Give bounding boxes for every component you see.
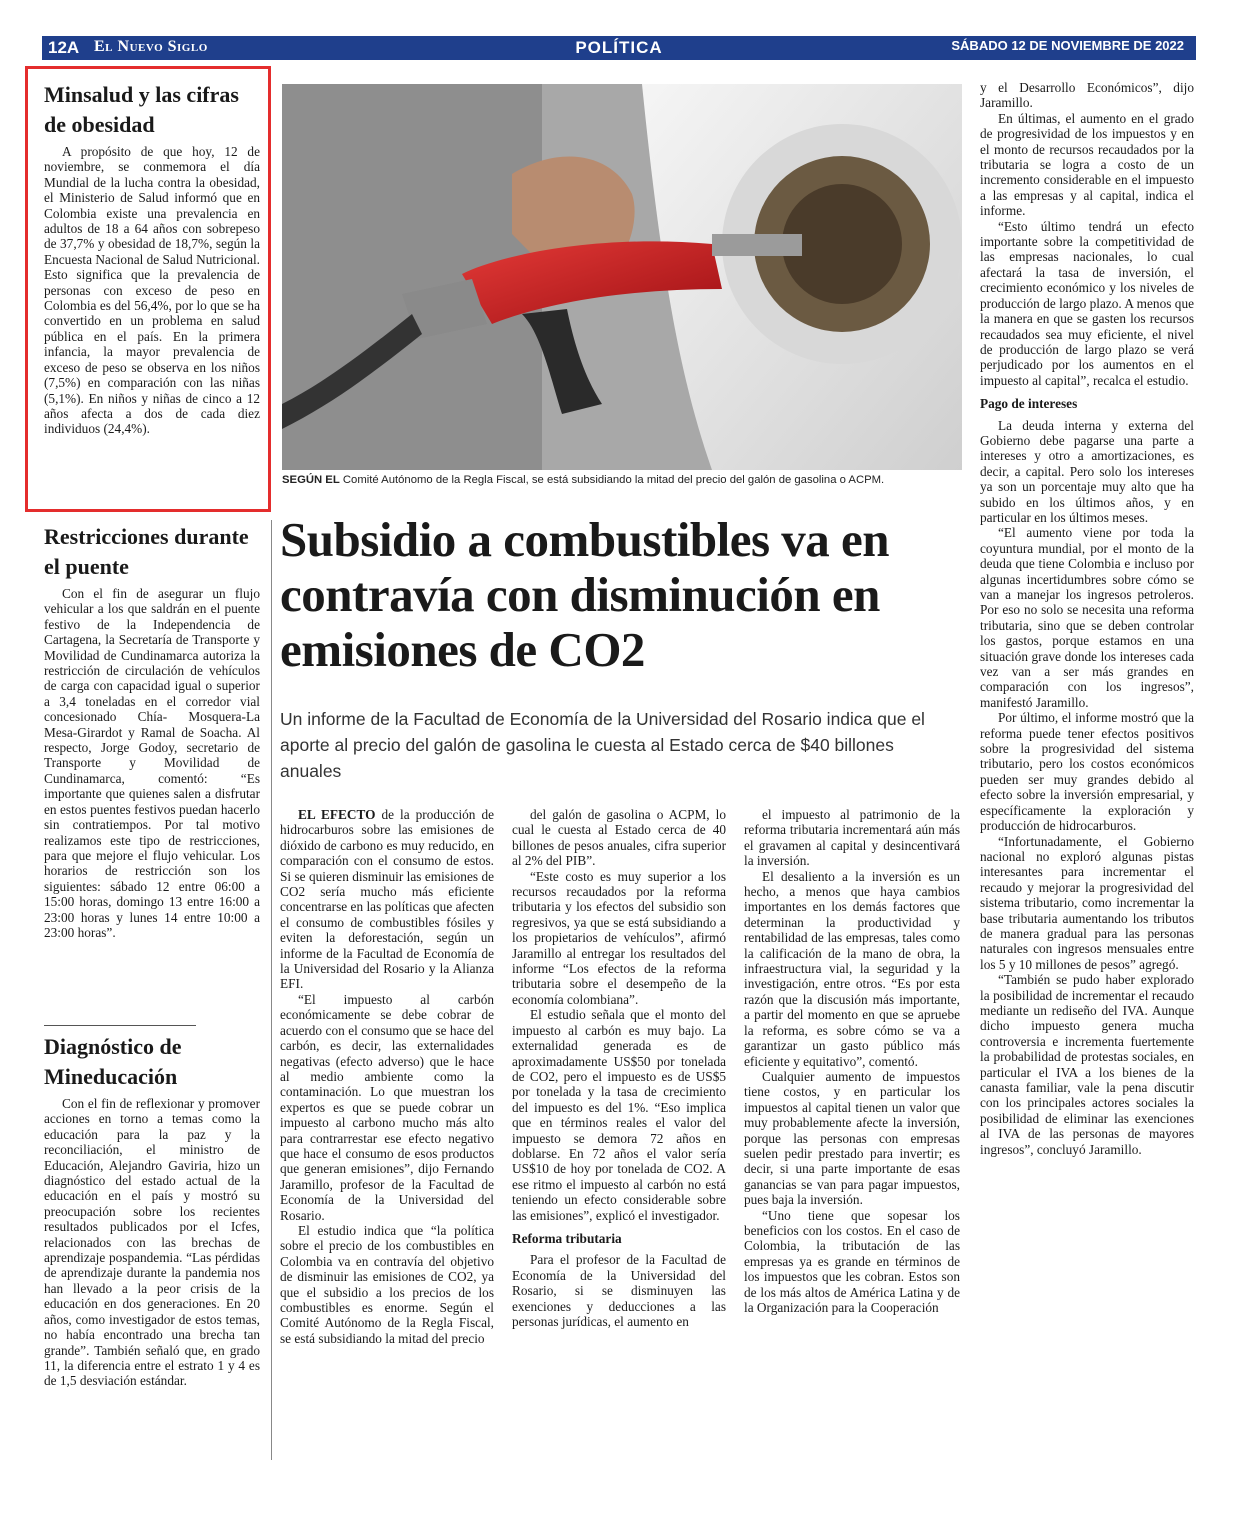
caption-lead: SEGÚN EL [282,474,340,486]
sidebar-education [44,1032,260,1389]
issue-date: SÁBADO 12 DE NOVIEMBRE DE 2022 [951,38,1184,53]
article-deck: Un informe de la Facultad de Economía de la Universidad del Rosario indica que el aporte al precio del galón de gasolina le cuesta al Estado cerca de $40 billones anuales [280,709,925,781]
paragraph: del galón de gasolina o ACPM, lo cual le cuesta al Estado cerca de 40 billones de pesos anuales, cifra superior al 2% del PIB”. [512,807,726,869]
sidebar-obesity-title: Minsalud y las cifras de obesidad [44,82,239,137]
paragraph: “Uno tiene que sopesar los beneficios con los costos. En el caso de Colombia, la tributación de las empresas ya es grande en términos de los impuestos que les cobran. Estos son de los más altos de América Latina y de la Organización para la Cooperación [744,1207,960,1315]
paragraph: Cualquier aumento de impuestos tiene costos, y en particular los impuestos al capital tienen un valor que muy probablemente afecte la inversión, porque las personas con empresas suelen pedir prestado para invertir; es decir, si una parte importante de esas ganancias se van para pagar impuestos, pues baja la inversión. [744,1068,960,1208]
sidebar-obesity [44,80,260,437]
paragraph: Para el profesor de la Facultad de Economía de la Universidad del Rosario, si se disminuyen las exenciones y deducciones a las personas jurídicas, el aumento en [512,1252,726,1329]
paragraph: El estudio señala que el monto del impuesto al carbón es muy bajo. La externalidad generada es de aproximadamente US$50 por tonelada de CO2, pero el impuesto es de US$5 por tonelada y la tasa de crecimiento del impuesto es del 1%. “Eso implica que en términos reales el valor del impuesto se demora 72 años en doblarse. En 72 años el valor sería US$10 de hoy por tonelada de CO2. A ese ritmo el impuesto al carbón no está teniendo un efecto considerable sobre las emisiones”, explicó el investigador. [512,1007,726,1223]
paragraph [280,807,494,992]
article-column-2 [512,807,726,1329]
paragraph: y el Desarrollo Económicos”, dijo Jaramillo. [980,80,1194,111]
paragraph: En últimas, el aumento en el grado de progresividad de los impuestos y en el monto de recursos recaudados por la tributaria se logra a costo de un incremento considerable en el impuesto a las empresas y al capital, indica el informe. [980,110,1194,219]
sidebar-restrictions-title: Restricciones durante el puente [44,524,249,579]
photo-caption [282,474,962,486]
article-headline: Subsidio a combustibles va en contravía con disminución en emisiones de CO2 [280,512,890,677]
fuel-nozzle-illustration [282,84,962,470]
paragraph: El desaliento a la inversión es un hecho, a menos que haya cambios importantes en los demás factores que determinan la productividad y rentabilidad de las empresas, tales como la calificación de la mano de obra, la infraestructura vial, la seguridad y la investigación, entre otros. “Es por esta razón que la discusión más importante, a partir del momento en que se apruebe la reforma, es sobre cómo se va a garantizar un gasto público más eficiente y equitativo”, comentó. [744,868,960,1069]
sidebar-divider [44,1025,196,1026]
paragraph: La deuda interna y externa del Gobierno debe pagarse una parte a intereses y otro a amortizaciones, es decir, a capital. Pero solo los intereses ya son un porcentaje muy alto que ha subido en los últimos años, y en particular en los últimos meses. [980,417,1194,525]
paragraph: “Esto último tendrá un efecto importante sobre la competitividad de las empresas nacionales, lo cual afectará la tasa de inversión, el crecimiento económico y los niveles de producción de largo plazo. A menos que la manera en que se gasten los recursos recaudados sea muy eficiente, el nivel de producción de largo plazo se verá perjudicado por los aumentos en el impuesto al capital”, recalca el estudio. [980,218,1194,388]
article-column-1 [280,807,494,1346]
article-lead: EL EFECTO [298,807,376,822]
sidebar-education-title: Diagnóstico de Mineducación [44,1034,182,1089]
sidebar-restrictions [44,522,260,940]
newspaper-name: El Nuevo Siglo [94,38,208,55]
fuel-nozzle-photo [282,84,962,470]
article-column-4 [980,80,1194,1157]
paragraph-text: de la producción de hidrocarburos sobre las emisiones de dióxido de carbono es muy reducido, en comparación con el consumo de estos. Si se quieren disminuir las emisiones de CO2 sería mucho más eficiente concentrarse en las políticas que afecten el consumo de combustibles fósiles y eviten la deforestación, según un informe de la Facultad de Economía de la Universidad del Rosario y la Alianza EFI. [280,807,495,992]
page-header [42,36,1196,60]
sidebar-education-body: Con el fin de reflexionar y promover acciones en torno a temas como la educación para la paz y la reconciliación, el ministro de Educación, Alejandro Gaviria, hizo un diagnóstico del estado actual de la educación en el país y mostró su preocupación sobre los recientes resultados publicados por el Icfes, relacionados con las brechas de aprendizaje pospandemia. “Las pérdidas de aprendizaje durante la pandemia nos han llevado a la peor crisis de la educación en dos generaciones. En 20 años, como investigador de estos temas, no había encontrado una brecha tan grande”. También señaló que, en grado 11, la diferencia entre el estrato 1 y 4 es de 1,5 desviación estándar. [44,1096,260,1389]
sidebar-obesity-body: A propósito de que hoy, 12 de noviembre, se conmemora el día Mundial de la lucha contra la obesidad, el Ministerio de Salud informó que en Colombia existe una prevalencia en adultos de 18 a 64 años con sobrepeso de 37,7% y obesidad de 18,7%, según la Encuesta Nacional de Salud Nutricional. Esto significa que la prevalencia de personas con exceso de peso en Colombia es del 56,4%, por lo que se ha convertido en un problema en salud pública en el país. En la primera infancia, la mayor prevalencia de exceso de peso se observa en los niños (7,5%) en comparación con las niñas (5,1%). En niños y niñas de cinco a 12 años afecta a dos de cada diez individuos (24,4%). [44,144,261,437]
paragraph: “También se pudo haber explorado la posibilidad de incrementar el recaudo mediante un rediseño del IVA. Aunque dicho impuesto genera mucha controversia e incrementa fuertemente la probabilidad de protestas sociales, en particular el IVA a los bienes de la canasta familiar, vale la pena discutir con los principales actores sociales la posibilidad de eliminar las exenciones al IVA de las personas de mayores ingresos”, concluyó Jaramillo. [980,972,1194,1157]
section-title: POLÍTICA [575,38,663,57]
paragraph: “El aumento viene por toda la coyuntura mundial, por el monto de la deuda que tiene Colombia e incluso por algunas incertidumbres sobre cómo se van a manejar los ingresos petroleros. Por eso no solo se necesita una reforma tributaria, sino que se deben controlar los gastos, porque estamos en una situación grave donde los intereses cada vez van a ser más grandes en comparación con los ingresos”, manifestó Jaramillo. [980,525,1194,710]
paragraph: Por último, el informe mostró que la reforma puede tener efectos positivos sobre la progresividad del sistema tributario, pero los costos económicos pueden ser muy grandes debido al efecto sobre la inversión empresarial, y específicamente la exploración y producción de hidrocarburos. [980,710,1194,834]
paragraph: “Infortunadamente, el Gobierno nacional no exploró algunas pistas interesantes para incrementar el recaudo y mejorar la progresividad del sistema tributario, como incrementar la base tributaria aumentando los tributos de manera gradual para las personas naturales con ingresos mensuales entre los 5 y 10 millones de pesos” agregó. [980,833,1194,972]
caption-text: Comité Autónomo de la Regla Fiscal, se está subsidiando la mitad del precio del galón de gasolina o ACPM. [339,474,885,486]
column-divider [271,520,272,1460]
sidebar-restrictions-body: Con el fin de asegurar un flujo vehicular a los que saldrán en el puente festivo de la Independencia de Cartagena, la Secretaría de Transporte y Movilidad de Cundinamarca autoriza la restricción de circulación de vehículos de carga con capacidad igual o superior a 3,4 toneladas en el corredor vial concesionado Chía- Mosquera-La Mesa-Girardot y Ramal de Soacha. Al respecto, Jorge Godoy, secretario de Transporte y Movilidad de Cundinamarca, comentó: “Es importante que quienes salen a disfrutar en estos puentes festivos puedan hacerlo sin contratiempos. Por tal motivo realizamos este tipo de restricciones, para que mejore el flujo vehicular. Los horarios de restricción son los siguientes: sábado 12 entre 06:00 a 15:00 horas, domingo 13 entre 16:00 a 23:00 horas y lunes 14 entre 10:00 a 23:00 horas”. [44,586,260,940]
page-number: 12A [48,38,80,57]
paragraph: “El impuesto al carbón económicamente se debe cobrar de acuerdo con el consumo que se hace del carbón, es decir, las externalidades negativas (efecto adverso) que le hace al medio ambiente como la contaminación. Lo que muestran los expertos es que se puede cobrar un impuesto al carbono mucho más alto para contrarrestar ese efecto negativo que hace el consumo de esos productos que generan emisiones”, dijo Fernando Jaramillo, profesor de la Facultad de Economía de la Universidad del Rosario. [280,991,494,1223]
subheading-intereses: Pago de intereses [980,396,1078,412]
paragraph: El estudio indica que “la política sobre el precio de los combustibles en Colombia va en contravía del objetivo de disminuir las emisiones de CO2, ya que el subsidio a los precios de los combustibles es enorme. Según el Comité Autónomo de la Regla Fiscal, se está subsidiando la mitad del precio [280,1222,494,1346]
paragraph: “Este costo es muy superior a los recursos recaudados por la reforma tributaria y los efectos del subsidio son regresivos, ya que se está subsidiando a los propietarios de vehículos”, afirmó Jaramillo al entregar los resultados del informe “Los efectos de la reforma tributaria sobre el desempeño de la economía colombiana”. [512,868,726,1007]
article-column-3 [744,807,960,1315]
subheading-reforma: Reforma tributaria [512,1230,622,1246]
paragraph: el impuesto al patrimonio de la reforma tributaria incrementará aún más el gravamen al capital y desincentivará la inversión. [744,807,960,869]
